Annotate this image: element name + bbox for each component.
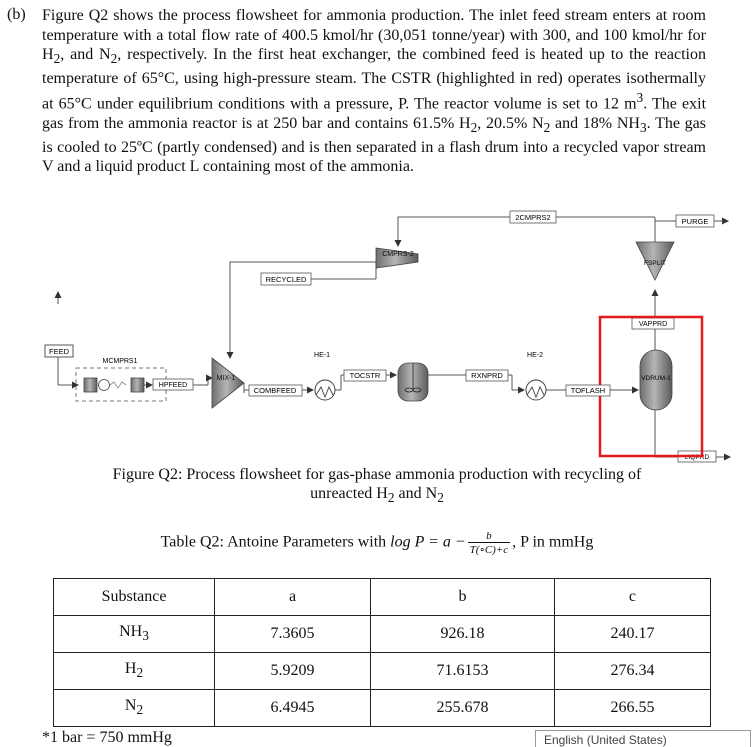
compressor-stage-icon [131,378,144,392]
tocstr-stream-label: TOCSTR [349,371,381,380]
substance-name: H [124,660,137,678]
param-c-cell: 276.34 [554,653,710,690]
question-text-run: and 18% NH [550,115,640,133]
question-text-run: , and N [60,46,111,63]
question-text-run: 2 [53,51,61,67]
question-text [42,6,706,177]
he1-label: HE-1 [314,352,330,359]
hpfeed-stream-label: HPFEED [158,382,188,389]
header-cell: Substance [54,579,215,616]
param-c-cell: 240.17 [554,616,710,653]
formula-fraction [468,530,510,556]
table-row [54,690,711,727]
purge-stream-label: PURGE [681,217,709,226]
table-header-row [54,579,711,616]
cmprs2-label: CMPRS-2 [382,251,414,258]
he2-label: HE-2 [527,352,543,359]
table-row [54,653,711,690]
mcmprs1-label: MCMPRS1 [102,358,138,365]
header-cell: a [215,579,371,616]
question-text-run: . The gas is cooled to 25ºC (partly condensed) and is then separated in a flash drum into a recycled vapor stream V and a liquid product L containing most of the ammonia. [42,115,707,176]
antoine-table [53,578,711,727]
substance-cell [54,653,215,690]
question-text-run: Figure Q2 shows the process flowsheet for ammonia production. The inlet feed stream enters at room temperature with a total flow rate of 400.5 kmol/hr (30,051 tonne/year) with 300, and 100 kmol/hr for H [42,7,706,63]
liqprd-stream-label: LIQPRD [684,454,710,461]
question-label: (b) [7,6,26,23]
mix1-label: MIX-1 [216,375,236,382]
question-text-run: , 20.5% N [477,115,544,133]
intercooler-icon [99,380,110,391]
caption-subscript: 2 [387,490,395,506]
compressor-stage-icon [84,378,97,392]
footnote: *1 bar = 750 mmHg [42,729,172,746]
param-b-cell: 255.678 [371,690,555,727]
question-text-run: 3 [639,120,647,136]
table-row [54,616,711,653]
toflash-stream-label: TOFLASH [570,386,606,395]
process-flowsheet [0,200,754,465]
question-text-run: 2 [110,51,118,67]
question-text-run: 2 [470,120,478,136]
question-text-run: , respectively. In the first heat exchanger, the combined feed is heated up to the reaction temperature of 65°C, using high-pressure steam. The CSTR (highlighted in red) operates isothermally at 65°C under equilibrium conditions with a pressure, P. The reactor volume is set to 12 m [42,46,707,113]
recycled-stream-label: RECYCLED [265,275,307,284]
table-caption-prefix: Table Q2: Antoine Parameters with [160,533,391,551]
substance-cell [54,690,215,727]
formula-numerator: b [468,530,510,543]
2cmprs2-stream-label: 2CMPRS2 [515,213,551,222]
question-text-run: 3 [636,90,644,106]
combfeed-stream-label: COMBFEED [253,386,297,395]
substance-subscript: 3 [142,628,149,644]
vapprd-stream-label: VAPPRD [638,321,668,328]
table-caption [0,530,754,556]
figure-caption-line2 [40,484,714,507]
mix1-block [212,358,244,408]
substance-name: N [124,697,137,715]
substance-cell [54,616,215,653]
feed-stream-label: FEED [48,347,70,356]
figure-caption-line1: Figure Q2: Process flowsheet for gas-phase ammonia production with recycling of [112,466,642,483]
question-text-run: . The exit gas from the ammonia reactor is at 250 bar and contains 61.5% H [42,95,707,133]
fsplit-label: FSPLIT [643,260,667,267]
language-indicator[interactable]: English (United States) [535,730,751,747]
param-c-cell: 266.55 [554,690,710,727]
header-cell: b [371,579,555,616]
caption-text: and N [394,485,438,502]
param-b-cell: 926.18 [371,616,555,653]
vdrum1-label: VDRUM-1 [641,375,671,382]
question-text-run: 2 [543,120,551,136]
header-cell: c [554,579,710,616]
formula-lhs: log P = a − [390,533,466,551]
rxnprd-stream-label: RXNPRD [471,371,503,380]
caption-text: unreacted H [310,485,388,502]
table-caption-suffix: , P in mmHg [512,533,594,551]
caption-subscript: 2 [437,490,444,506]
param-a-cell: 5.9209 [215,653,371,690]
substance-subscript: 2 [136,702,144,718]
figure-caption [40,465,714,507]
param-b-cell: 71.6153 [371,653,555,690]
param-a-cell: 6.4945 [215,690,371,727]
formula-denominator: T(∘C)+c [469,544,509,556]
substance-name: NH [119,623,143,641]
substance-subscript: 2 [136,665,144,681]
param-a-cell: 7.3605 [215,616,371,653]
